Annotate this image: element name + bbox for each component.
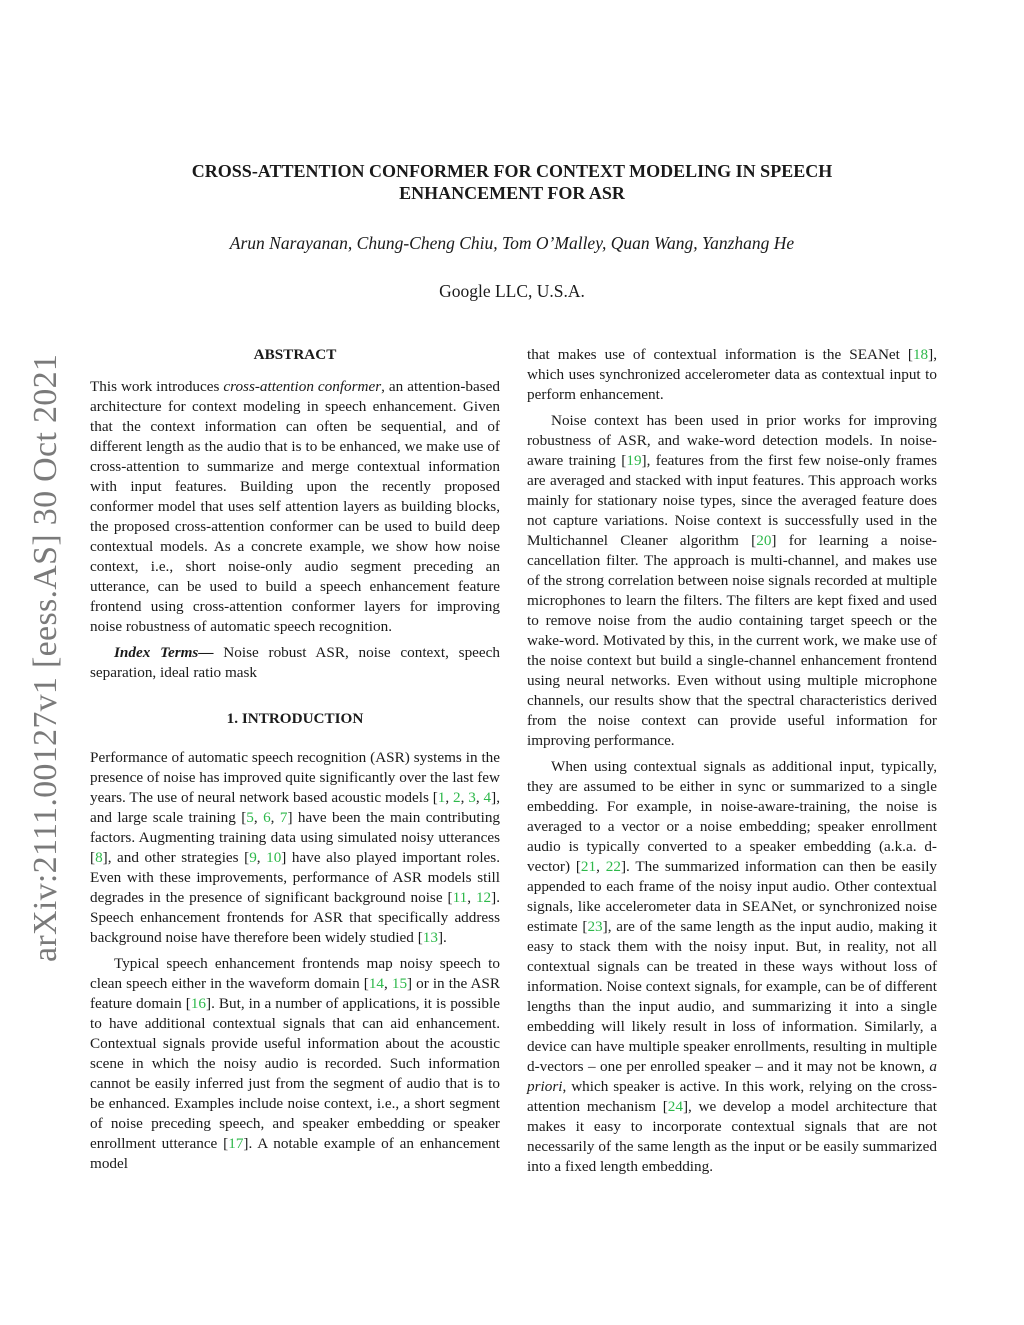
index-terms: Index Terms— Noise robust ASR, noise context, speech separation, ideal ratio mask [90, 644, 500, 681]
citation-link[interactable]: 15 [391, 975, 408, 992]
intro-paragraph-3: Noise context has been used in prior works for improving robustness of ASR, and wake-word detection models. In noise-aware training [19], features from the first few noise-only frames are averaged and stacked with input features. This approach works mainly for stationary noise types, since the averaged feature does not capture variations. Noise context is successfully used in the Multichannel Cleaner algorithm [20] for learning a noise-cancellation filter. The approach is multi-channel, and makes use of the strong correlation between noise signals recorded at multiple microphones to learn the filters. The filters are kept fixed and used to remove noise from the audio containing target speech or the wake-word. Motivated by this, in the current work, we make use of the noise context but build a single-channel enhancement frontend using neural networks. Even without using multiple microphone channels, our results show that the spectral characteristics derived from the noise context can provide useful information for improving performance. [527, 412, 937, 749]
citation-link[interactable]: 13 [422, 929, 438, 946]
citation-link[interactable]: 11 [452, 889, 468, 906]
left-column [90, 345, 500, 1174]
citation-link[interactable]: 3 [468, 789, 476, 806]
abstract-paragraph: This work introduces cross-attention conformer, an attention-based architecture for context modeling in speech enhancement. Given that the context information can often be sequential, and of different length as the audio that is to be enhanced, we make use of cross-attention to summarize and merge contextual information with input features. Building upon the recently proposed conformer model that uses self attention layers as building blocks, the proposed cross-attention conformer can be used to build deep contextual models. As a concrete example, we show how noise context, i.e., short noise-only audio segment preceding an utterance, can be used to build a speech enhancement feature frontend using cross-attention conformer layers for improving noise robustness of automatic speech recognition. [90, 378, 501, 635]
author-list: Arun Narayanan, Chung-Cheng Chiu, Tom O’Malley, Quan Wang, Yanzhang He [229, 233, 795, 253]
introduction-heading: 1. INTRODUCTION [226, 710, 364, 727]
citation-link[interactable]: 14 [368, 975, 384, 992]
abstract-heading: ABSTRACT [253, 346, 337, 363]
citation-link[interactable]: 8 [95, 849, 103, 866]
citation-link[interactable]: 10 [266, 849, 282, 866]
emphasis-term: cross-attention conformer [223, 378, 382, 395]
citation-link[interactable]: 12 [475, 889, 492, 906]
citation-link[interactable]: 6 [263, 809, 271, 826]
right-column [527, 345, 937, 1177]
citation-link[interactable]: 5 [246, 809, 254, 826]
index-terms-label: Index Terms— [114, 644, 214, 661]
affiliation: Google LLC, U.S.A. [439, 281, 585, 301]
citation-link[interactable]: 21 [580, 858, 597, 875]
citation-link[interactable]: 23 [587, 918, 603, 935]
citation-link[interactable]: 17 [228, 1135, 244, 1152]
citation-link[interactable]: 19 [626, 452, 642, 469]
citation-link[interactable]: 9 [249, 849, 257, 866]
citation-link[interactable]: 4 [483, 789, 492, 806]
arxiv-identifier-stamp: arXiv:2111.00127v1 [eess.AS] 30 Oct 2021 [27, 353, 64, 962]
intro-paragraph-1: Performance of automatic speech recognition (ASR) systems in the presence of noise has improved quite significantly over the last few years. The use of neural network based acoustic models [1, 2, 3, 4], and large scale training [5, 6, 7] have been the main contributing factors. Augmenting training data using simulated noisy utterances [8], and other strategies [9, 10] have also played important roles. Even with these improvements, performance of ASR models still degrades in the presence of significant background noise [11, 12]. Speech enhancement frontends for ASR that specifically address background noise have therefore been widely studied [13]. [90, 749, 501, 946]
citation-link[interactable]: 7 [279, 809, 288, 826]
citation-link[interactable]: 20 [756, 532, 772, 549]
intro-paragraph-2: Typical speech enhancement frontends map noisy speech to clean speech either in the waveform domain [14, 15] or in the ASR feature domain [16]. But, in a number of applications, it is possible to have additional contextual signals that can aid enhancement. Contextual signals provide useful information about the acoustic scene in which the noisy audio is recorded. Such information cannot be easily inferred just from the segment of audio that is to be enhanced. Examples include noise context, i.e., a short segment of noise preceding speech, and speaker embedding or speaker enrollment utterance [17]. A notable example of an enhancement model [90, 955, 501, 1172]
citation-link[interactable]: 18 [912, 346, 929, 363]
citation-link[interactable]: 2 [453, 789, 461, 806]
emphasis-term: a priori [527, 1058, 937, 1095]
intro-paragraph-4: When using contextual signals as additional input, typically, they are assumed to be either in sync or summarized to a single embedding. For example, in noise-aware-training, the noise is averaged to a vector or a noise embedding; speaker enrollment audio is typically converted to a speaker embedding (a.k.a. d-vector) [21, 22]. The summarized information can then be easily appended to each frame of the noisy input audio. Other contextual signals, like accelerometer data in SEANet, or synchronized noise estimate [23], are of the same length as the input audio, making it easy to stack them with the noisy input. But, in reality, not all contextual signals can be treated in these ways without loss of information. Noise context signals, for example, can be of different lengths than the input audio, and summarizing it into a single embedding will likely result in loss of information. Similarly, a device can have multiple speaker enrollments, resulting in multiple d-vectors – one per enrolled speaker – and it may not be known, a priori, which speaker is active. In this work, relying on the cross-attention mechanism [24], we develop a model architecture that makes it easy to incorporate contextual signals that are not necessarily of the same length as the input or be easily summarized into a fixed length embedding. [527, 758, 938, 1175]
intro-paragraph-2-continued: that makes use of contextual information is the SEANet [18], which uses synchronized accelerometer data as contextual input to perform enhancement. [527, 346, 937, 403]
citation-link[interactable]: 1 [437, 789, 446, 806]
paper-title: CROSS-ATTENTION CONFORMER FOR CONTEXT MODELING IN SPEECH ENHANCEMENT FOR ASR [191, 161, 833, 203]
citation-link[interactable]: 16 [190, 995, 207, 1012]
citation-link[interactable]: 24 [667, 1098, 683, 1115]
citation-link[interactable]: 22 [605, 858, 621, 875]
